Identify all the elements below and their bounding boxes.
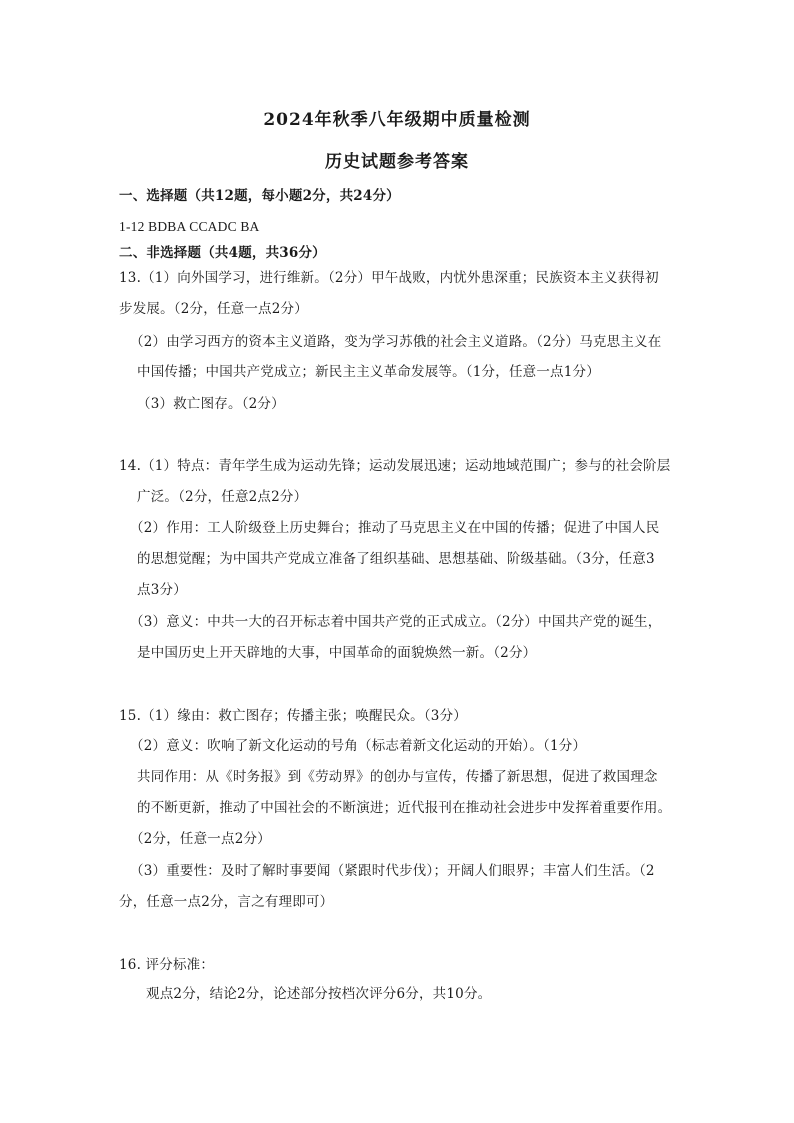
q13-line-1: 13.（1）向外国学习，进行维新。（2分）甲午战败，内忧外患深重；民族资本主义获得初 (119, 270, 659, 286)
q14-line-1: 14.（1）特点：青年学生成为运动先锋；运动发展迅速；运动地域范围广；参与的社会阶层 (119, 458, 671, 474)
q15-line-2: （2）意义：吹响了新文化运动的号角（标志着新文化运动的开始）。（1分） (130, 738, 587, 754)
document-subtitle: 历史试题参考答案 (325, 152, 469, 172)
q15-line-7: 分，任意一点2分，言之有理即可） (119, 894, 334, 910)
document-title: 2024年秋季八年级期中质量检测 (263, 110, 531, 130)
choice-answers: 1-12 BDBA CCADC BA (119, 219, 260, 234)
q14-line-2: 广泛。（2分，任意2点2分） (137, 489, 308, 505)
q16-line-2: 观点2分，结论2分，论述部分按档次评分6分，共10分。 (146, 986, 492, 1002)
q14-line-4: 的思想觉醒；为中国共产党成立准备了组织基础、思想基础、阶级基础。（3分，任意3 (137, 551, 655, 567)
q13-line-4: 中国传播；中国共产党成立；新民主主义革命发展等。（1分，任意一点1分） (137, 364, 600, 380)
q13-line-2: 步发展。（2分，任意一点2分） (119, 301, 308, 317)
q13-line-3: （2）由学习西方的资本主义道路，变为学习苏俄的社会主义道路。（2分）马克思主义在 (130, 334, 662, 350)
q15-line-1: 15.（1）缘由：救亡图存；传播主张；唤醒民众。（3分） (119, 708, 467, 724)
q15-line-5: （2分，任意一点2分） (130, 831, 271, 847)
q14-line-6: （3）意义：中共一大的召开标志着中国共产党的正式成立。（2分）中国共产党的诞生， (130, 614, 662, 630)
q14-line-7: 是中国历史上开天辟地的大事，中国革命的面貌焕然一新。（2分） (137, 645, 537, 661)
q14-line-3: （2）作用：工人阶级登上历史舞台；推动了马克思主义在中国的传播；促进了中国人民 (130, 520, 660, 536)
section1-heading: 一、选择题（共12题，每小题2分，共24分） (119, 188, 400, 204)
q15-line-3: 共同作用：从《时务报》到《劳动界》的创办与宣传，传播了新思想，促进了救国理念 (137, 769, 658, 785)
q16-line-1: 16. 评分标准： (119, 957, 215, 973)
q15-line-4: 的不断更新，推动了中国社会的不断演进；近代报刊在推动社会进步中发挥着重要作用。 (137, 800, 672, 816)
q15-line-6: （3）重要性：及时了解时事要闻（紧跟时代步伐）；开阔人们眼界；丰富人们生活。（2 (130, 863, 655, 879)
section2-heading: 二、非选择题（共4题，共36分） (119, 245, 326, 261)
q14-line-5: 点3分） (137, 582, 187, 598)
q13-line-5: （3）救亡图存。（2分） (137, 396, 285, 412)
